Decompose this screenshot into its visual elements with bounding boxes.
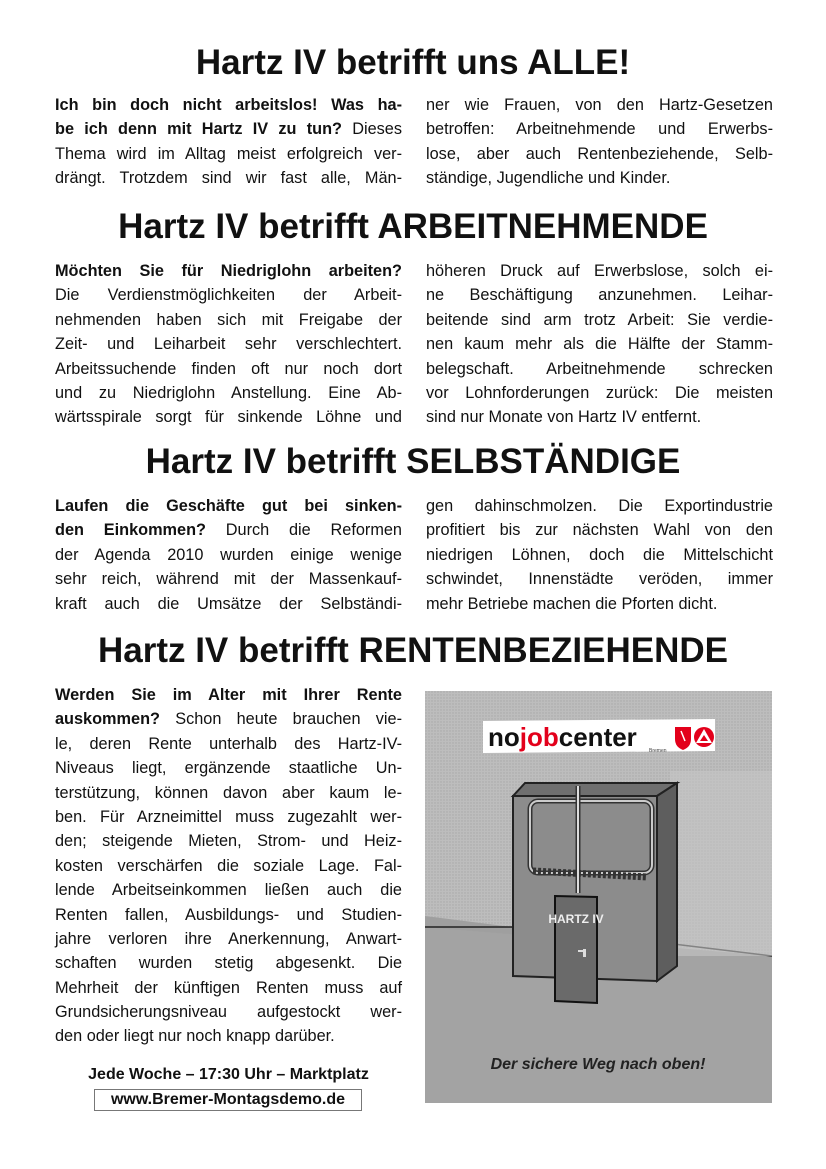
- footer: [50, 1066, 407, 1114]
- text-line: [55, 308, 402, 332]
- text-line: [55, 117, 402, 141]
- lead-question: den Einkommen?: [55, 521, 206, 540]
- body-text: terstützung, können davon aber kaum le-: [55, 783, 402, 802]
- cartoon-drawing: [425, 691, 772, 1103]
- body-text: Niveaus liegt, ergänzende staatliche Un-: [55, 759, 402, 778]
- text-line: [55, 1000, 402, 1024]
- schedule-text: Jede Woche – 17:30 Uhr – Marktplatz: [88, 1066, 369, 1083]
- text-line: [55, 543, 402, 567]
- text-line: [55, 707, 402, 731]
- text-line: ständige, Jugendliche und Kinder.: [426, 169, 671, 188]
- body-text: drängt. Trotzdem sind wir fast alle, Män-: [55, 169, 402, 188]
- website-link[interactable]: www.Bremer-Montagsdemo.de: [94, 1089, 362, 1111]
- body-text: ben. Für Arzneimittel muss zugezahlt wer-: [55, 807, 402, 826]
- text-line: profitiert bis zur nächsten Wahl von den: [426, 521, 773, 540]
- body-text: Thema wird im Alltag meist erfolgreich ver-: [55, 144, 402, 163]
- lead-question: be ich denn mit Hartz IV zu tun?: [55, 120, 342, 139]
- text-line: [55, 1024, 402, 1048]
- text-line: beitende sind arm trotz Arbeit: Sie verdie-: [426, 310, 773, 329]
- door-label: HARTZ IV: [548, 912, 604, 926]
- section-arbeitnehmende-right-column: [426, 259, 773, 430]
- text-line: schwindet, Innenstädte veröden, immer: [426, 570, 773, 589]
- text-line: höheren Druck auf Erwerbslose, solch ei-: [426, 262, 773, 280]
- text-line: [55, 829, 402, 853]
- text-line: [55, 283, 402, 307]
- cartoon-caption: Der sichere Weg nach oben!: [490, 1056, 706, 1073]
- lead-question: Laufen die Geschäfte gut bei sinken-: [55, 497, 402, 515]
- body-text: den; steigende Mieten, Strom- und Heiz-: [55, 832, 402, 851]
- text-line: vor Lohnforderungen zurück: Die meisten: [426, 383, 773, 402]
- text-line: [55, 592, 402, 616]
- text-line: [55, 142, 402, 166]
- text-line: [55, 405, 402, 429]
- body-text: Die Verdienstmöglichkeiten der Arbeit-: [55, 286, 402, 305]
- body-text: Arbeitssuchende finden oft nur noch dort: [55, 359, 402, 378]
- lead-question: Möchten Sie für Niedriglohn arbeiten?: [55, 262, 402, 280]
- body-text: kosten verschärfen die soziale Lage. Fal-: [55, 856, 402, 875]
- text-line: [55, 381, 402, 405]
- text-line: belegschaft. Arbeitnehmende schrecken: [426, 359, 773, 378]
- text-line: [55, 732, 402, 756]
- text-line: [55, 805, 402, 829]
- section-selbstaendige-left-column: [55, 494, 402, 616]
- body-text: Durch die Reformen: [205, 521, 402, 540]
- body-text: Mehrheit der künftigen Renten muss auf: [55, 978, 402, 997]
- text-line: [55, 878, 402, 902]
- text-line: lose, aber auch Rentenbeziehende, Selb-: [426, 144, 773, 163]
- box-side: [657, 783, 677, 981]
- body-text: Renten fallen, Ausbildungs- und Studien-: [55, 905, 402, 924]
- body-text: le, deren Rente unterhalb des Hartz-IV-: [55, 734, 402, 753]
- text-line: niedrigen Löhnen, doch die Mittelschicht: [426, 545, 773, 564]
- body-text: jahre verloren ihre Anerkennung, Anwart-: [55, 929, 402, 948]
- text-line: [55, 756, 402, 780]
- cartoon-illustration: [425, 691, 772, 1103]
- body-text: den oder liegt nur noch knapp darüber.: [55, 1027, 335, 1046]
- body-text: nehmenden haben sich mit Freigabe der: [55, 310, 402, 329]
- text-line: [55, 166, 402, 190]
- text-line: [55, 854, 402, 878]
- text-line: [55, 976, 402, 1000]
- text-line: [55, 357, 402, 381]
- body-text: wärtsspirale sorgt für sinkende Löhne und: [55, 408, 402, 427]
- body-text: sehr reich, während mit der Massenkauf-: [55, 570, 402, 589]
- text-line: [55, 951, 402, 975]
- text-line: [55, 494, 402, 518]
- heading-arbeitnehmende: Hartz IV betrifft ARBEITNEHMENDE: [118, 207, 708, 246]
- section-arbeitnehmende-left-column: [55, 259, 402, 430]
- logo-city: Bremen: [649, 748, 667, 754]
- body-text: und zu Niedriglohn Anstellung. Eine Ab-: [55, 383, 402, 402]
- section-rentenbeziehende-column: [55, 683, 402, 1049]
- text-line: ne Beschäftigung anzunehmen. Leihar-: [426, 286, 773, 305]
- section-alle-left-column: [55, 93, 402, 191]
- heading-selbstaendige: Hartz IV betrifft SELBSTÄNDIGE: [145, 442, 681, 481]
- wall-shade: [670, 771, 772, 956]
- text-line: [55, 927, 402, 951]
- heading-alle: Hartz IV betrifft uns ALLE!: [195, 43, 631, 82]
- text-line: gen dahinschmolzen. Die Exportindustrie: [426, 497, 773, 515]
- text-line: [55, 683, 402, 707]
- text-line: ner wie Frauen, von den Hartz-Gesetzen: [426, 96, 773, 114]
- body-text: lende Arbeitseinkommen ließen auch die: [55, 881, 402, 900]
- body-text: kraft auch die Umsätze der Selbständi-: [55, 594, 402, 613]
- body-text: schaften wurden stetig abgesenkt. Die: [55, 954, 402, 973]
- text-line: [55, 259, 402, 283]
- section-alle-right-column: [426, 93, 773, 191]
- lead-question: Ich bin doch nicht arbeitslos! Was ha-: [55, 96, 402, 114]
- text-line: [55, 903, 402, 927]
- text-line: nen kaum mehr als die Hälfte der Stamm-: [426, 335, 773, 354]
- body-text: der Agenda 2010 wurden einige wenige: [55, 545, 402, 564]
- heading-rentenbeziehende: Hartz IV betrifft RENTENBEZIEHENDE: [97, 631, 729, 670]
- lead-question: Werden Sie im Alter mit Ihrer Rente: [55, 686, 402, 704]
- text-line: sind nur Monate von Hartz IV entfernt.: [426, 408, 702, 427]
- body-text: Dieses: [341, 120, 402, 139]
- box-top: [513, 783, 677, 796]
- text-line: [55, 93, 402, 117]
- text-line: mehr Betriebe machen die Pforten dicht.: [426, 594, 718, 613]
- body-text: Zeit- und Leiharbeit sehr verschlechtert.: [55, 335, 402, 354]
- lead-question: auskommen?: [55, 710, 160, 729]
- text-line: [55, 518, 402, 542]
- text-line: betroffen: Arbeitnehmende und Erwerbs-: [426, 120, 773, 139]
- body-text: Schon heute brauchen vie-: [159, 710, 402, 729]
- text-line: [55, 567, 402, 591]
- logo-text: nojobcenter: [488, 722, 637, 752]
- text-line: [55, 781, 402, 805]
- text-line: [55, 332, 402, 356]
- section-selbstaendige-right-column: [426, 494, 773, 616]
- body-text: Grundsicherungsniveau aufgestockt wer-: [55, 1003, 402, 1022]
